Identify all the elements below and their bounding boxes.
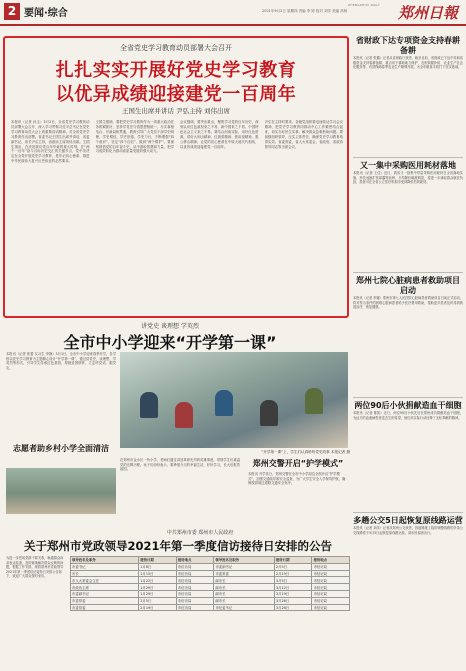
notice-intro: 为进一步密切党群干群关系，畅通群众诉求表达渠道，及时就地解决群众反映的问题，根据工作安排，现将郑州市党政领导2021年第一季度信访接待日安排公告如下，欢迎广大群众按时来访。: [6, 556, 64, 579]
table-cell: 3月26日: [274, 604, 312, 611]
traffic-police-headline[interactable]: 郑州交警开启“护学模式”: [252, 459, 344, 468]
lead-column-3: 会议强调，要突出重点，聚焦学习党的百年历史，深刻认识红色政权来之不易、新中国来之不易、中国特色社会主义来之不易。要结合河南实际，用好红色资源，讲好大别山精神、红旗渠精神、焦裕禄精神、愚公移山精神，让党的初心使命在中原大地代代相传，以优异成绩迎接建党一百周年。: [180, 120, 259, 149]
table-header-cell: 接待地点: [312, 557, 350, 564]
table-cell: 市信访局: [312, 584, 350, 591]
volunteer-photo: [6, 468, 116, 514]
right-headline-donors[interactable]: 两位90后小伙捐献造血干细胞: [354, 401, 462, 410]
divider: [353, 512, 463, 513]
table-cell: 1月29日: [139, 584, 177, 591]
table-row: [71, 577, 350, 584]
table-cell: 2月19日: [274, 570, 312, 577]
right-text-finance: 本报讯（记者 张璐）记者从省财政厅获悉，截至目前，省财政已下达中央和省级资金支持春耕备耕，重点用于耕地地力保护、农机购置补贴、农业生产社会化服务等，有效保障春季农业生产顺利开展，为全年粮食丰收打下坚实基础。: [353, 56, 463, 70]
table-cell: 市政协主席: [71, 584, 139, 591]
table-cell: 1月15日: [139, 570, 177, 577]
lead-story[interactable]: [3, 36, 349, 318]
table-cell: 市信访局: [312, 563, 350, 570]
table-cell: 市信访局: [176, 590, 214, 597]
table-cell: 1月29日: [139, 590, 177, 597]
lead-column-1: 本报讯（记者 孙玉）3月2日，全省党史学习教育动员部署大会召开，深入学习贯彻习近平总书记在党史学习教育动员大会上的重要讲话精神，对全省党史学习教育作出部署。省委书记王国生出席并讲话，省委副书记、省长尹弘主持，省政协主席刘伟出席。王国生指出，在庆祝我们党百年华诞的重大时刻，在“两个一百年”奋斗目标历史交汇的关键节点，党中央决定在全党开展党史学习教育，是牢记初心使命、推进中华民族伟大复兴历史伟业的必然要求。: [11, 120, 90, 164]
table-cell: 市委副书记: [71, 590, 139, 597]
schedule-table: [70, 556, 350, 611]
lead-headline-line-2[interactable]: 以优异成绩迎接建党一百周年: [55, 84, 297, 105]
table-cell: 1月22日: [139, 577, 177, 584]
right-headline-bus[interactable]: 多趟公交5日起恢复原线路运营: [353, 516, 463, 525]
student-figure: [305, 388, 323, 414]
right-text-hospital: 本报讯（记者 李娜）郑州市第七人民医院心脏病患者救助项目日前正式启动，将对符合条件的困难心脏病患者给予医疗费用救助，帮助更多患者及时得到规范治疗，恢复健康。: [353, 296, 463, 310]
lead-kicker: 全省党史学习教育动员部署大会召开: [120, 44, 232, 52]
table-row: [71, 604, 350, 611]
right-news-column: [353, 36, 463, 668]
table-cell: 3月12日: [274, 584, 312, 591]
table-cell: 市信访局: [176, 577, 214, 584]
right-text-procurement: 本报讯（记者 王佳）近日，我省又一批集中带量采购医用耗材在全省落地实施，涉及冠脉扩张球囊等品种，平均降价幅度明显，将进一步减轻群众就医负担，患者可在全省公立医疗机构享受到降价后的耗材。: [353, 171, 463, 185]
table-cell: 市信访局: [176, 597, 214, 604]
table-cell: 市委副书记: [214, 563, 275, 570]
table-cell: 市信访局: [176, 584, 214, 591]
table-cell: 1月8日: [139, 563, 177, 570]
table-row: [71, 563, 350, 570]
table-header-row: [71, 557, 350, 564]
table-cell: 市委常委: [71, 604, 139, 611]
student-figure: [215, 390, 233, 416]
notice-title[interactable]: 关于郑州市党政领导2021年第一季度信访接待日安排的公告: [23, 539, 332, 553]
table-row: [71, 590, 350, 597]
lead-column-4: 尹弘在主持时要求，各级党组织要迅速传达学习会议精神，把党史学习教育同推动中心工作紧密结合起来，切实办好民生实事，解决群众急难愁盼问题。要加强组织领导，压实主体责任，确保党史学习教育取得实效。省委常委，省人大常委会、省政府、省政协领导同志等出席会议。: [264, 120, 343, 149]
student-figure: [175, 402, 193, 428]
table-header-cell: 接待日期: [139, 557, 177, 564]
story2-continued: 在郑州市金水区一所小学，老师们通过讲述革命先烈的英雄事迹，带领学生们重温党的光辉历程。孩子们纷纷表示，要珍惜今天的幸福生活，好好学习，长大后报效祖国。: [120, 458, 240, 472]
story2-kicker: 讲党史 谈理想 学英烈: [141, 323, 199, 330]
story2-body: 本报讯（记者 张蕾 实习生 李静）3月1日，全市中小学迎来春季开学，各学校以党史学习教育为主题精心设计“开学第一课”，通过讲党史、谈理想、学英烈等形式，引导学生传承红色基因，厚植爱国情怀，立志听党话、跟党走。: [6, 352, 116, 371]
lead-body: [11, 120, 343, 312]
student-figure: [140, 392, 158, 418]
table-header-cell: 接待日期: [274, 557, 312, 564]
lead-column-2: 王国生强调，要把党史学习教育作为一项重大政治任务抓紧抓好，坚持学党史与悟思想相统一、办实事相结合、开新局相贯通，教育引导广大党员干部学史明理、学史增信、学史崇德、学史力行，不断增强“四个意识”、坚定“四个自信”、做到“两个维护”。要深刻领悟党的百年奋斗史，从中汲取智慧和力量，把学习成效转化为推动高质量发展的强大动力。: [95, 120, 174, 154]
masthead-logo: 郑州日報: [397, 4, 458, 22]
volunteer-headline[interactable]: 志愿者助乡村小学全面清洁: [13, 444, 109, 453]
table-cell: 市信访局: [312, 590, 350, 597]
divider: [353, 157, 463, 158]
lead-headline-line-1[interactable]: 扎扎实实开展好党史学习教育: [55, 60, 297, 81]
table-cell: 3月26日: [274, 597, 312, 604]
table-cell: 3月19日: [274, 590, 312, 597]
table-cell: 3月5日: [274, 577, 312, 584]
table-row: [71, 570, 350, 577]
table-cell: 副市长: [214, 584, 275, 591]
table-row: [71, 597, 350, 604]
table-header-cell: 领导姓名及职务: [71, 557, 139, 564]
table-cell: 2月5日: [274, 563, 312, 570]
table-cell: 市委常委: [214, 570, 275, 577]
table-cell: 市人大常委会主任: [71, 577, 139, 584]
table-cell: 副市长: [214, 597, 275, 604]
divider: [353, 272, 463, 273]
table-header-cell: 领导姓名及职务: [214, 557, 275, 564]
school-photo: [120, 352, 348, 448]
right-text-donors: 本报讯（记者 陈凯）近日，两位90后小伙先后在郑州成功捐献造血干细胞，为远方的血液病患者送去生的希望，他们用实际行动诠释了无私奉献的精神。: [353, 411, 463, 420]
traffic-police-body: 本报讯 开学首日，郑州交警在全市中小学周边全面开启“护学模式”，加强交通疏导和安全巡查，为广大学生安全入学保驾护航，确保校园周边道路交通安全有序。: [248, 472, 346, 486]
table-cell: 市信访局: [312, 597, 350, 604]
table-cell: 副市长: [214, 577, 275, 584]
table-cell: 2月5日: [139, 597, 177, 604]
table-cell: 市信访局: [176, 570, 214, 577]
page-header: [0, 0, 466, 26]
table-header-cell: 接待地点: [176, 557, 214, 564]
page-number: 2: [4, 3, 20, 20]
right-headline-hospital[interactable]: 郑州七院心脏病患者救助项目启动: [356, 276, 460, 295]
table-cell: 市纪委书记: [214, 604, 275, 611]
table-cell: 市信访局: [312, 577, 350, 584]
notice-kicker: 中共郑州市委 郑州市人民政府: [166, 530, 234, 536]
section-title: 要闻·综合: [24, 8, 68, 19]
table-cell: 市长: [71, 570, 139, 577]
masthead-english: ZHENGZHOU DAILY: [348, 3, 380, 7]
table-cell: 市信访局: [176, 604, 214, 611]
story2-headline[interactable]: 全市中小学迎来“开学第一课”: [63, 333, 277, 352]
table-cell: 市信访局: [176, 563, 214, 570]
student-figure: [260, 400, 278, 426]
lead-subhead: 王国生出席并讲话 尹弘主持 刘伟出席: [121, 107, 231, 115]
photo-caption: “开学第一课”上，学生们认真聆听党史故事 本报记者 摄: [261, 450, 350, 454]
table-cell: 市委书记: [71, 563, 139, 570]
table-cell: 市委常委: [71, 597, 139, 604]
table-cell: 市信访局: [312, 570, 350, 577]
divider: [353, 397, 463, 398]
right-headline-finance[interactable]: 省财政下达专项资金支持春耕备耕: [356, 36, 460, 55]
right-headline-procurement[interactable]: 又一集中采购医用耗材落地: [360, 161, 456, 170]
right-text-bus: 本报讯（记者 刘洋）记者从郑州公交获悉，因道路施工临时调整线路的多条公交线路将于3月5日起恢复原线路运营，请市民留意出行。: [353, 526, 463, 535]
table-cell: 市信访局: [312, 604, 350, 611]
table-cell: 2月19日: [139, 604, 177, 611]
header-meta: 2021年9月2日 星期四 责编 李 婷 校对 刘洋 美编 高杨: [262, 9, 348, 13]
table-row: [71, 584, 350, 591]
table-cell: 副市长: [214, 590, 275, 597]
